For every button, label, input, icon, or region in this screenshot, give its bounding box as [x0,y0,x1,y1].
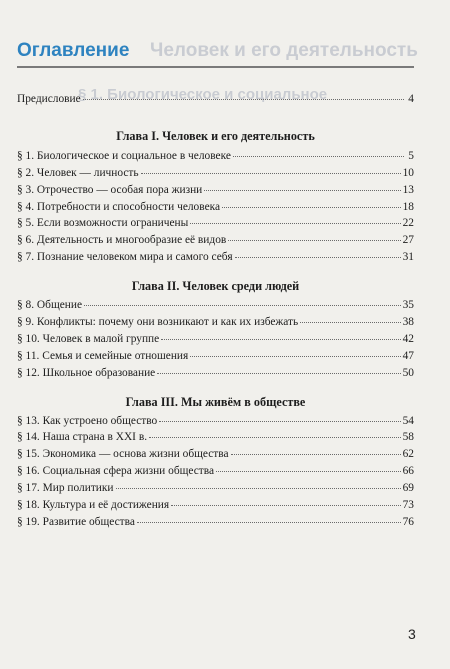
chapter-items [17,151,414,269]
toc-entry-label: § 10. Человек в малой группе [17,332,160,345]
toc-entry-label: § 11. Семья и семейные отношения [17,349,189,362]
dot-leader [231,454,401,455]
dot-leader [190,223,400,224]
toc-entry-page: 76 [402,515,414,528]
dot-leader [149,437,401,438]
toc-entry-page: 50 [402,366,414,379]
toc-entry-page: 66 [402,465,414,478]
dot-leader [159,421,400,422]
dot-leader [300,322,400,323]
toc-entry[interactable] [17,517,414,534]
toc-entry-label: § 15. Экономика — основа жизни общества [17,448,229,461]
toc-entry-label: § 12. Школьное образование [17,366,156,379]
toc-entry-page: 47 [402,349,414,362]
toc-entry-label: § 4. Потребности и способности человека [17,200,221,213]
dot-leader [141,173,401,174]
dot-leader [83,99,404,100]
dot-leader [222,207,401,208]
dot-leader [157,373,400,374]
chapter-heading: Глава I. Человек и его деятельность [116,128,315,143]
toc-entry-label: § 19. Развитие общества [17,515,135,528]
toc-entry[interactable] [17,500,414,517]
toc-entry[interactable] [17,202,414,219]
toc-entry-label: § 2. Человек — личность [17,166,139,179]
dot-leader [216,471,401,472]
toc-entry-page: 5 [408,149,414,162]
page-title: Оглавление [17,40,130,61]
toc-entry-page: 54 [402,414,414,427]
toc-entry[interactable] [17,368,414,385]
toc-entry-label: § 6. Деятельность и многообразие её видов [17,234,227,247]
dot-leader [190,356,400,357]
toc-entry-label: Предисловие [17,93,81,105]
toc-entry-page: 10 [402,166,414,179]
toc-entry-page: 73 [402,499,414,512]
toc-entry[interactable] [17,317,414,334]
dot-leader [171,505,400,506]
spacer [17,269,414,278]
toc-entry-page: 22 [402,217,414,230]
toc-entry-label: § 9. Конфликты: почему они возникают и как их избежать [17,316,299,329]
toc-entry-label: § 7. Познание человеком мира и самого себя [17,251,233,264]
toc-entry[interactable] [17,432,414,449]
dot-leader [161,339,400,340]
toc-entry-page: 13 [402,183,414,196]
toc-entry[interactable] [17,483,414,500]
toc-entry[interactable] [17,351,414,368]
toc-entry[interactable] [17,235,414,252]
toc-entry-page: 38 [402,316,414,329]
toc-entry-page: 42 [402,332,414,345]
toc-entry[interactable] [17,218,414,235]
toc-entry-label: § 18. Культура и её достижения [17,499,170,512]
toc-entry[interactable] [17,185,414,202]
toc-entry-page: 69 [402,482,414,495]
toc-entry[interactable] [17,300,414,317]
bleed-through-header: Человек и его деятельность [150,40,418,61]
toc-entry-label: § 8. Общение [17,299,83,312]
toc-entry-label: § 3. Отрочество — особая пора жизни [17,183,203,196]
spacer [17,385,414,394]
dot-leader [228,240,400,241]
page-number: 3 [408,626,416,642]
toc-entry[interactable] [17,168,414,185]
toc-entry[interactable] [17,449,414,466]
toc-entry-label: § 14. Наша страна в XXI в. [17,431,148,444]
toc-entry-label: § 1. Биологическое и социальное в человеке [17,149,231,162]
chapter-heading: Глава III. Мы живём в обществе [125,394,306,409]
toc-entry-label: § 16. Социальная сфера жизни общества [17,465,215,478]
toc-entry[interactable] [17,416,414,433]
dot-leader [204,190,400,191]
toc-entry-page: 4 [408,93,414,105]
chapter-heading: Глава II. Человек среди людей [131,279,300,294]
dot-leader [233,156,404,157]
dot-leader [235,257,401,258]
toc-entry-page: 58 [402,431,414,444]
chapter-items [17,416,414,534]
toc-entry-label: § 13. Как устроено общество [17,414,158,427]
toc-entry[interactable] [17,252,414,269]
toc-entry-label: § 17. Мир политики [17,482,114,495]
toc-entry-page: 62 [402,448,414,461]
dot-leader [137,522,401,523]
toc-entry[interactable] [17,334,414,351]
dot-leader [84,305,401,306]
toc-entry-page: 18 [402,200,414,213]
toc-entry[interactable] [17,466,414,483]
toc-entry-label: § 5. Если возможности ограничены [17,217,189,230]
table-of-contents [17,94,414,534]
toc-entry-page: 27 [402,234,414,247]
dot-leader [116,488,401,489]
title-underline [17,66,414,68]
toc-entry-preface[interactable] [17,94,414,111]
toc-entry-page: 31 [402,251,414,264]
spacer [17,111,414,128]
toc-entry[interactable] [17,151,414,168]
bleed-through-heading: § 1. Биологическое и социальное [78,86,328,103]
chapter-items [17,300,414,384]
toc-entry-page: 35 [402,299,414,312]
